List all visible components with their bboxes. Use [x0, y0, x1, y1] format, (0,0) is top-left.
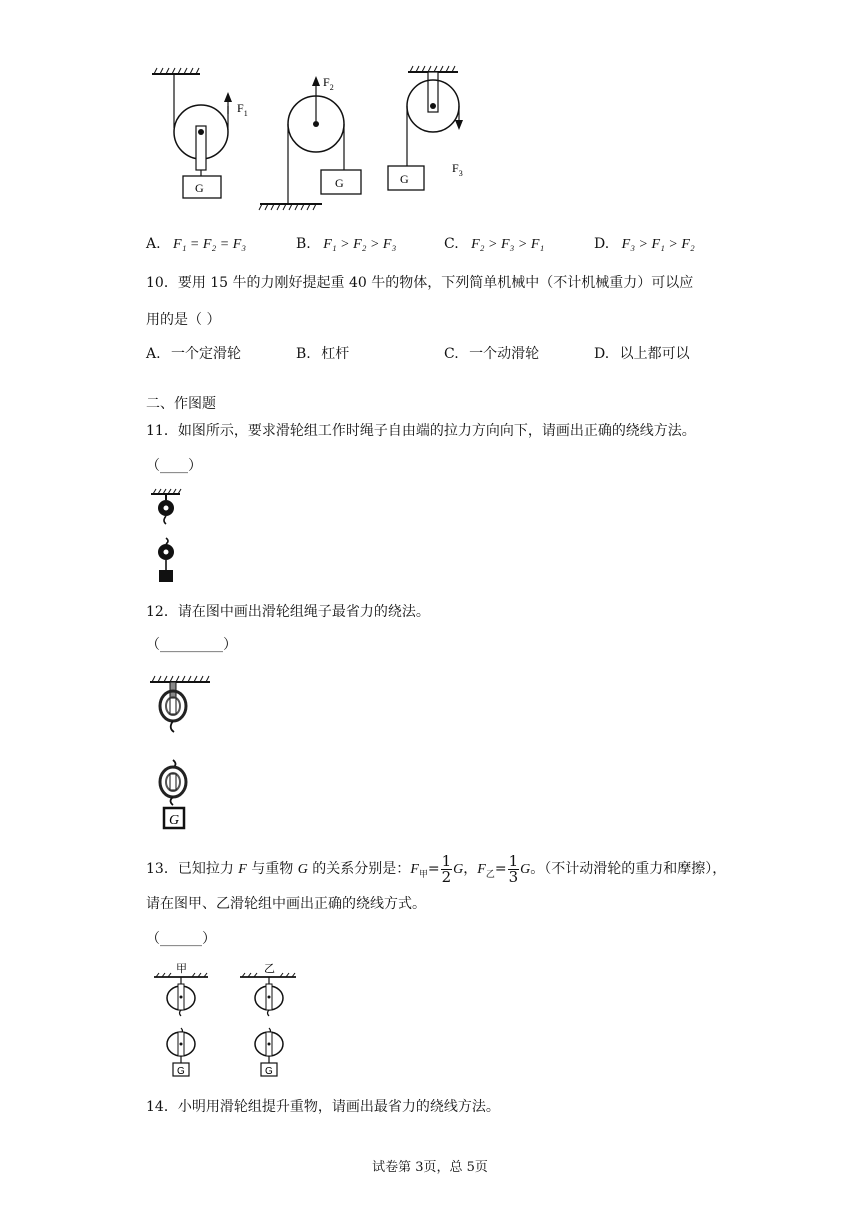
option-formula: F₃ > F₁ > F₂	[621, 237, 695, 252]
q9-option-a[interactable]	[146, 236, 246, 253]
option-letter: A.	[146, 346, 161, 362]
q13-prefix: 13．已知拉力	[146, 861, 239, 877]
svg-text:F2	[323, 75, 334, 92]
option-letter: D.	[594, 346, 610, 362]
q10-option-b[interactable]	[296, 343, 349, 363]
q11-answer-blank[interactable]: （____）	[146, 458, 202, 474]
q13-g-1: G	[453, 862, 464, 877]
pulley-1-diagram	[152, 68, 232, 198]
q12-weight-label: G	[169, 813, 180, 828]
svg-text:F3	[452, 161, 463, 178]
q13-mid2: 的关系分别是：	[307, 861, 411, 877]
q13-stem-line2: 请在图甲、乙滑轮组中画出正确的绕线方式。	[146, 896, 426, 912]
q13-stem-line1	[146, 849, 726, 895]
option-formula: F₁ = F₂ = F₃	[173, 237, 247, 252]
q13-sub-yi: 乙	[485, 869, 495, 880]
option-formula: F₂ > F₃ > F₁	[471, 237, 545, 252]
q10-stem-line1: 10．要用 15 牛的力刚好提起重 40 牛的物体，下列简单机械中（不计机械重力）可以应	[146, 275, 694, 291]
q12-answer-blank[interactable]: （_________）	[146, 637, 237, 653]
option-text: 一个动滑轮	[469, 346, 540, 362]
q13-mid1: 与重物	[246, 861, 298, 877]
f3-label: F	[452, 161, 459, 175]
option-letter: C.	[444, 236, 459, 252]
q10-option-c[interactable]	[444, 343, 539, 363]
q13-sep: ，	[463, 861, 478, 877]
q9-pulley-figure	[140, 62, 480, 218]
q13-var-g: G	[297, 862, 308, 877]
q13-answer-blank[interactable]: （______）	[146, 931, 216, 947]
option-text: 杠杆	[321, 346, 350, 362]
page-footer: 试卷第 3页，总 5页	[372, 1160, 488, 1175]
q9-option-c[interactable]	[444, 236, 544, 253]
option-letter: C.	[444, 346, 459, 362]
q13-f-jia: F	[410, 862, 419, 877]
q11-pulley-figure	[148, 488, 188, 588]
q13-g-2: G	[520, 862, 531, 877]
option-letter: B.	[296, 346, 311, 362]
q12-pulley-figure	[148, 674, 212, 834]
frac-numerator: 1	[508, 851, 519, 870]
q10-stem-line2: 用的是（ ）	[146, 312, 221, 328]
f2-sub: 2	[329, 83, 334, 92]
fig-yi-weight-label: G	[265, 1066, 273, 1077]
q13-fraction-2	[508, 851, 520, 886]
option-text: 一个定滑轮	[171, 346, 242, 362]
f1-sub: 1	[243, 109, 248, 118]
f2-label: F	[323, 75, 330, 89]
option-text: 以上都可以	[619, 346, 690, 362]
q9-option-b[interactable]	[296, 236, 396, 253]
q12-stem: 12．请在图中画出滑轮组绳子最省力的绕法。	[146, 604, 430, 620]
q9-option-d[interactable]	[594, 236, 695, 253]
fig-jia-weight-label: G	[177, 1066, 185, 1077]
frac-denominator: 3	[508, 867, 519, 886]
q13-fraction-1	[441, 851, 453, 886]
pulley-3-weight-label: G	[400, 172, 409, 186]
f1-label: F	[237, 101, 244, 115]
pulley-1-weight-label: G	[195, 181, 204, 195]
option-letter: B.	[296, 236, 311, 252]
fig-label-yi: 乙	[264, 962, 275, 975]
q13-eq: =	[427, 861, 440, 877]
section-title: 二、作图题	[146, 396, 216, 412]
q13-end: 。（不计动滑轮的重力和摩擦），	[530, 861, 727, 877]
frac-denominator: 2	[441, 867, 452, 886]
pulley-2-weight-label: G	[335, 176, 344, 190]
q10-option-d[interactable]	[594, 343, 690, 363]
q13-f-yi: F	[477, 862, 486, 877]
svg-text:F1	[237, 101, 248, 118]
q14-stem: 14．小明用滑轮组提升重物，请画出最省力的绕线方法。	[146, 1099, 500, 1115]
fig-label-jia: 甲	[176, 962, 187, 975]
pulley-2-diagram	[259, 76, 361, 210]
option-letter: D.	[594, 236, 610, 252]
q10-option-a[interactable]	[146, 343, 241, 363]
f3-sub: 3	[458, 169, 463, 178]
option-formula: F₁ > F₂ > F₃	[323, 237, 397, 252]
q13-sub-jia: 甲	[418, 869, 428, 880]
frac-numerator: 1	[441, 851, 452, 870]
q13-var-f: F	[238, 862, 247, 877]
option-letter: A.	[146, 236, 161, 252]
q13-pulley-figures	[150, 960, 310, 1080]
q13-eq: =	[494, 861, 507, 877]
q11-stem: 11．如图所示，要求滑轮组工作时绳子自由端的拉力方向向下，请画出正确的绕线方法。	[146, 423, 696, 439]
